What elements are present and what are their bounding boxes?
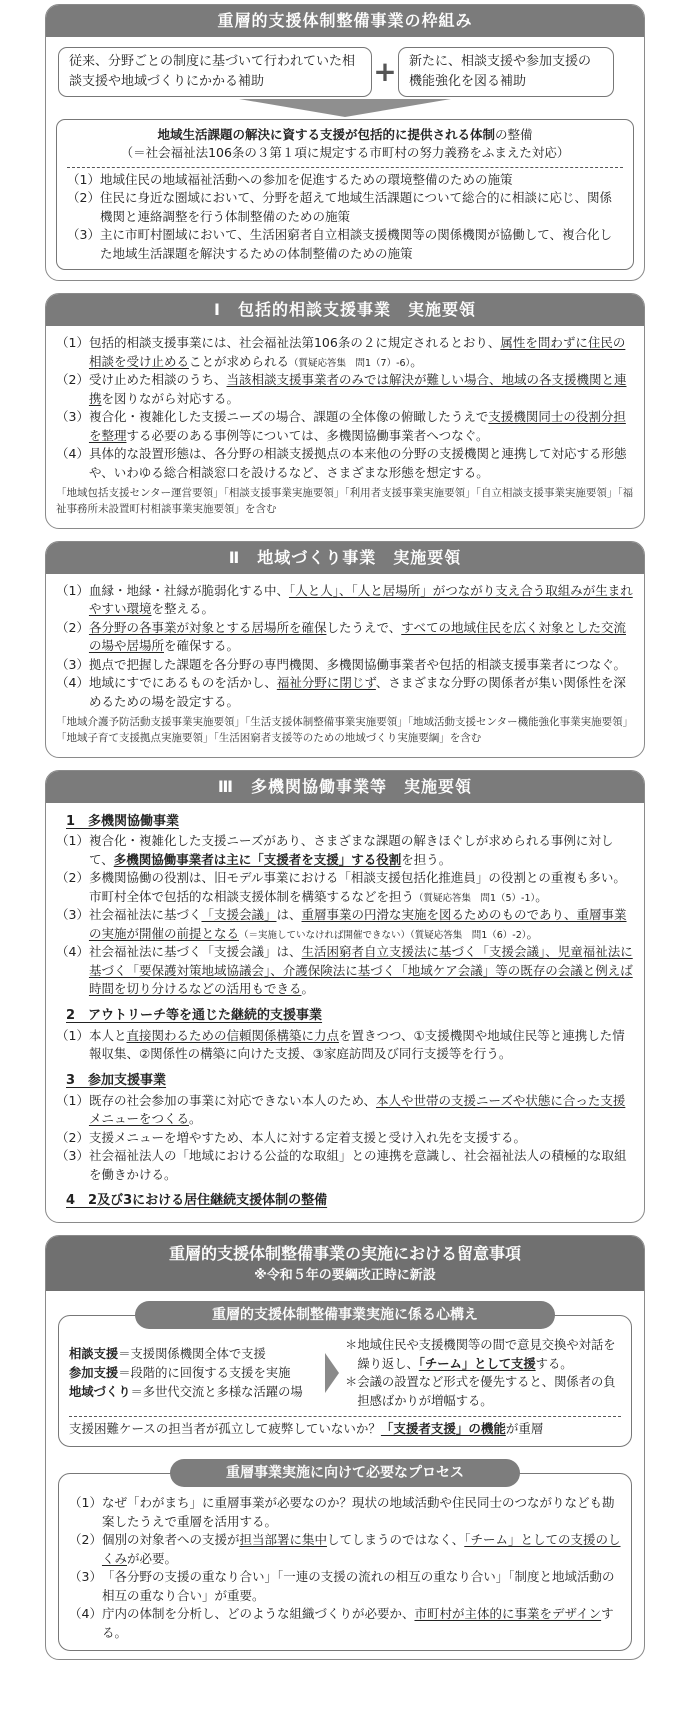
list-item: （3） 主に市町村圏域において、生活困窮者自立相談支援機関等の関係機関が協働して、複合化した地域生活課題を解決するための体制整備のための施策 — [67, 227, 612, 261]
section-4-subtitle: ※令和５年の要綱改正時に新設 — [254, 1267, 436, 1283]
new-subsidy-box: 新たに、相談支援や参加支援の機能強化を図る補助 — [398, 47, 614, 97]
subsection-heading: 1 多機関協働事業 — [66, 813, 180, 829]
list-item: （1） 地域住民の地域福祉活動への参加を促進するための環境整備のための施策 — [67, 171, 513, 187]
list-item: （1） 複合化・複雑化した支援ニーズがあり、さまざまな課題の解きほぐしが求められる事例に対して、多機関協働事業者は主に「支援者を支援」する役割を担う。 — [56, 833, 614, 867]
plus-icon: + — [373, 54, 397, 88]
subsection-heading: 4 2及び3における居住継続支援体制の整備 — [66, 1193, 328, 1209]
system-development-heading: 地域生活課題の解決に資する支援が包括的に提供される体制の整備 — [157, 127, 533, 143]
list-item: （4） 庁内の体制を分析し、どのような組織づくりが必要か、市町村が主体的に事業をデザインする。 — [69, 1606, 614, 1640]
comprehensive-consultation-section — [45, 293, 645, 529]
process-box — [58, 1465, 632, 1651]
section-4-header — [46, 1236, 644, 1292]
reference-note: 「地域包括支援センター運営要領」「相談支援事業実施要領」「利用者支援事業実施要領」「自立相談支援事業実施要領」「福祉事務所未設置町村相談事業実施要領」を含む — [56, 487, 634, 515]
list-item: （1） 血縁・地縁・社縁が脆弱化する中、「人と人」、「人と居場所」がつながり支え合う取組みが生まれやすい環境を整える。 — [56, 582, 633, 617]
list-item: （3） 拠点で把握した課題を各分野の専門機関、多機関協働事業者や包括的相談支援事業者につなぐ。 — [56, 656, 626, 672]
mindset-definitions — [69, 1345, 323, 1402]
community-building-section — [45, 541, 645, 758]
list-item: （2） 住民に身近な圏域において、分野を超えて地域生活課題について総合的に相談に応じ、関係機関と連絡調整を行う体制整備のための施策 — [67, 190, 612, 224]
definition-line: 地域づくり＝多世代交流と多様な活躍の場 — [69, 1384, 303, 1399]
list-item: （2） 受け止めた相談のうち、当該相談支援事業者のみでは解決が難しい場合、地域の各支援機関と連携を図りながら対応する。 — [56, 372, 627, 406]
system-development-subheading: （＝社会福祉法106条の３第１項に規定する市町村の努力義務をふまえた対応） — [120, 145, 570, 161]
mindset-pill-title: 重層的支援体制整備事業実施に係る心構え — [135, 1301, 555, 1329]
list-item: （3） 「各分野の支援の重なり合い」「一連の支援の流れの相互の重なり合い」「制度と地域活動の相互の重なり合い」が重要。 — [69, 1569, 615, 1603]
list-item: （1） 既存の社会参加の事業に対応できない本人のため、本人や世帯の支援ニーズや状態に合った支援メニューをつくる。 — [56, 1092, 626, 1127]
dashed-divider — [67, 167, 623, 168]
list-item: （2） 支援メニューを増やすため、本人に対する定着支援と受け入れ先を支援する。 — [56, 1129, 526, 1145]
framework-items — [67, 171, 623, 264]
section-4-title: 重層的支援体制整備事業の実施における留意事項 — [168, 1243, 521, 1263]
list-item: （4） 社会福祉法に基づく「支援会議」は、生活困窮者自立支援法に基づく「支援会議」、児童福祉法に基づく「要保護対策地域協議会」、介護保険法に基づく「地域ケア会議」等の既存の会議と例えば時間を切り分けるなどの活用もできる。 — [56, 944, 633, 997]
list-item: （4） 具体的な設置形態は、各分野の相談支援拠点の本来他の分野の支援機関と連携して対応する形態や、いわゆる総合相談窓口を設けるなど、さまざまな形態を想定する。 — [56, 446, 627, 480]
list-item: （2） 個別の対象者への支援が担当部署に集中してしまうのではなく、「チーム」としての支援のしくみが必要。 — [69, 1532, 621, 1566]
system-development-box — [56, 119, 634, 270]
definition-line: 相談支援＝支援関係機関全体で支援 — [69, 1346, 266, 1361]
list-item: （2） 多機関協働の役割は、旧モデル事業における「相談支援包括化推進員」の役割との重複も多い。市町村全体で包括的な相談支援体制を構築するなどを担う（質疑応答集 問1（5）-1）。 — [56, 870, 626, 904]
process-pill-title: 重層事業実施に向けて必要なプロセス — [170, 1459, 520, 1487]
list-item: （3） 社会福祉法に基づく「支援会議」は、重層事業の円滑な実施を図るためのものであり、重層事業の実施が開催の前提となる（＝実施していなければ開催できない）（質疑応答集 問1（6）-2）。 — [56, 907, 627, 941]
list-item: （1） 本人と直接関わるための信頼関係構築に力点を置きつつ、①支援機関や地域住民等と連携した情報収集、②関係性の構築に向けた支援、③家庭訪問及び同行支援等を行う。 — [56, 1027, 625, 1062]
list-item: （3） 社会福祉法人の「地域における公益的な取組」との連携を意識し、社会福祉法人の積極的な取組を働きかける。 — [56, 1148, 627, 1182]
mindset-notes — [345, 1336, 621, 1410]
framework-top-row — [56, 41, 634, 97]
notes-section — [45, 1235, 645, 1660]
list-item: （1） なぜ「わがまち」に重層事業が必要なのか？現状の地域活動や住民同士のつながりなども勘案したうえで重層を活用する。 — [69, 1495, 615, 1529]
subsection-heading: 2 アウトリーチ等を通じた継続的支援事業 — [66, 1007, 323, 1023]
arrow-down-icon — [239, 99, 451, 117]
multi-agency-section — [45, 770, 645, 1223]
list-item: （1） 包括的相談支援事業には、社会福祉法第106条の２に規定されるとおり、属性を問わずに住民の相談を受け止めることが求められる（質疑応答集 問1（7）-6）。 — [56, 335, 626, 369]
section-3-title: Ⅲ 多機関協働事業等 実施要領 — [46, 771, 644, 803]
mindset-bottom-line: 支援困難ケースの担当者が孤立して疲弊していないか？「支援者支援」の機能が重層 — [69, 1421, 544, 1437]
mindset-box — [58, 1307, 632, 1447]
dashed-divider — [69, 1416, 621, 1417]
framework-section — [45, 4, 645, 281]
arrow-right-icon — [325, 1353, 339, 1393]
mindset-row — [69, 1336, 621, 1410]
section-1-title: Ⅰ 包括的相談支援事業 実施要領 — [46, 294, 644, 326]
list-item: （4） 地域にすでにあるものを活かし、福祉分野に閉じず、さまざまな分野の関係者が集い関係性を深めるための場を設定する。 — [56, 675, 626, 709]
section-2-title: Ⅱ 地域づくり事業 実施要領 — [46, 542, 644, 574]
definition-line: 参加支援＝段階的に回復する支援を実施 — [69, 1365, 291, 1380]
framework-title: 重層的支援体制整備事業の枠組み — [46, 5, 644, 37]
list-item: （3） 複合化・複雑化した支援ニーズの場合、課題の全体像の俯瞰したうえで支援機関同士の役割分担を整理する必要のある事例等については、多機関協働事業者へつなぐ。 — [56, 409, 626, 443]
subsection-heading: 3 参加支援事業 — [66, 1072, 167, 1088]
reference-note: 「地域介護予防活動支援事業実施要領」「生活支援体制整備事業実施要領」「地域活動支援センター機能強化事業実施要領」「地域子育て支援拠点実施要領」「生活困窮者支援等のための地域づくり実施要綱」を含む — [56, 716, 634, 744]
conventional-subsidy-box: 従来、分野ごとの制度に基づいて行われていた相談支援や地域づくりにかかる補助 — [58, 47, 372, 97]
star-note: ＊ 地域住民や支援機関等の間で意見交換や対話を繰り返し、「チーム」として支援する。 — [345, 1338, 616, 1371]
star-note: ＊ 会議の設置など形式を優先すると、関係者の負担感ばかりが増幅する。 — [345, 1375, 616, 1408]
list-item: （2） 各分野の各事業が対象とする居場所を確保したうえで、すべての地域住民を広く対象とした交流の場や居場所を確保する。 — [56, 619, 626, 654]
